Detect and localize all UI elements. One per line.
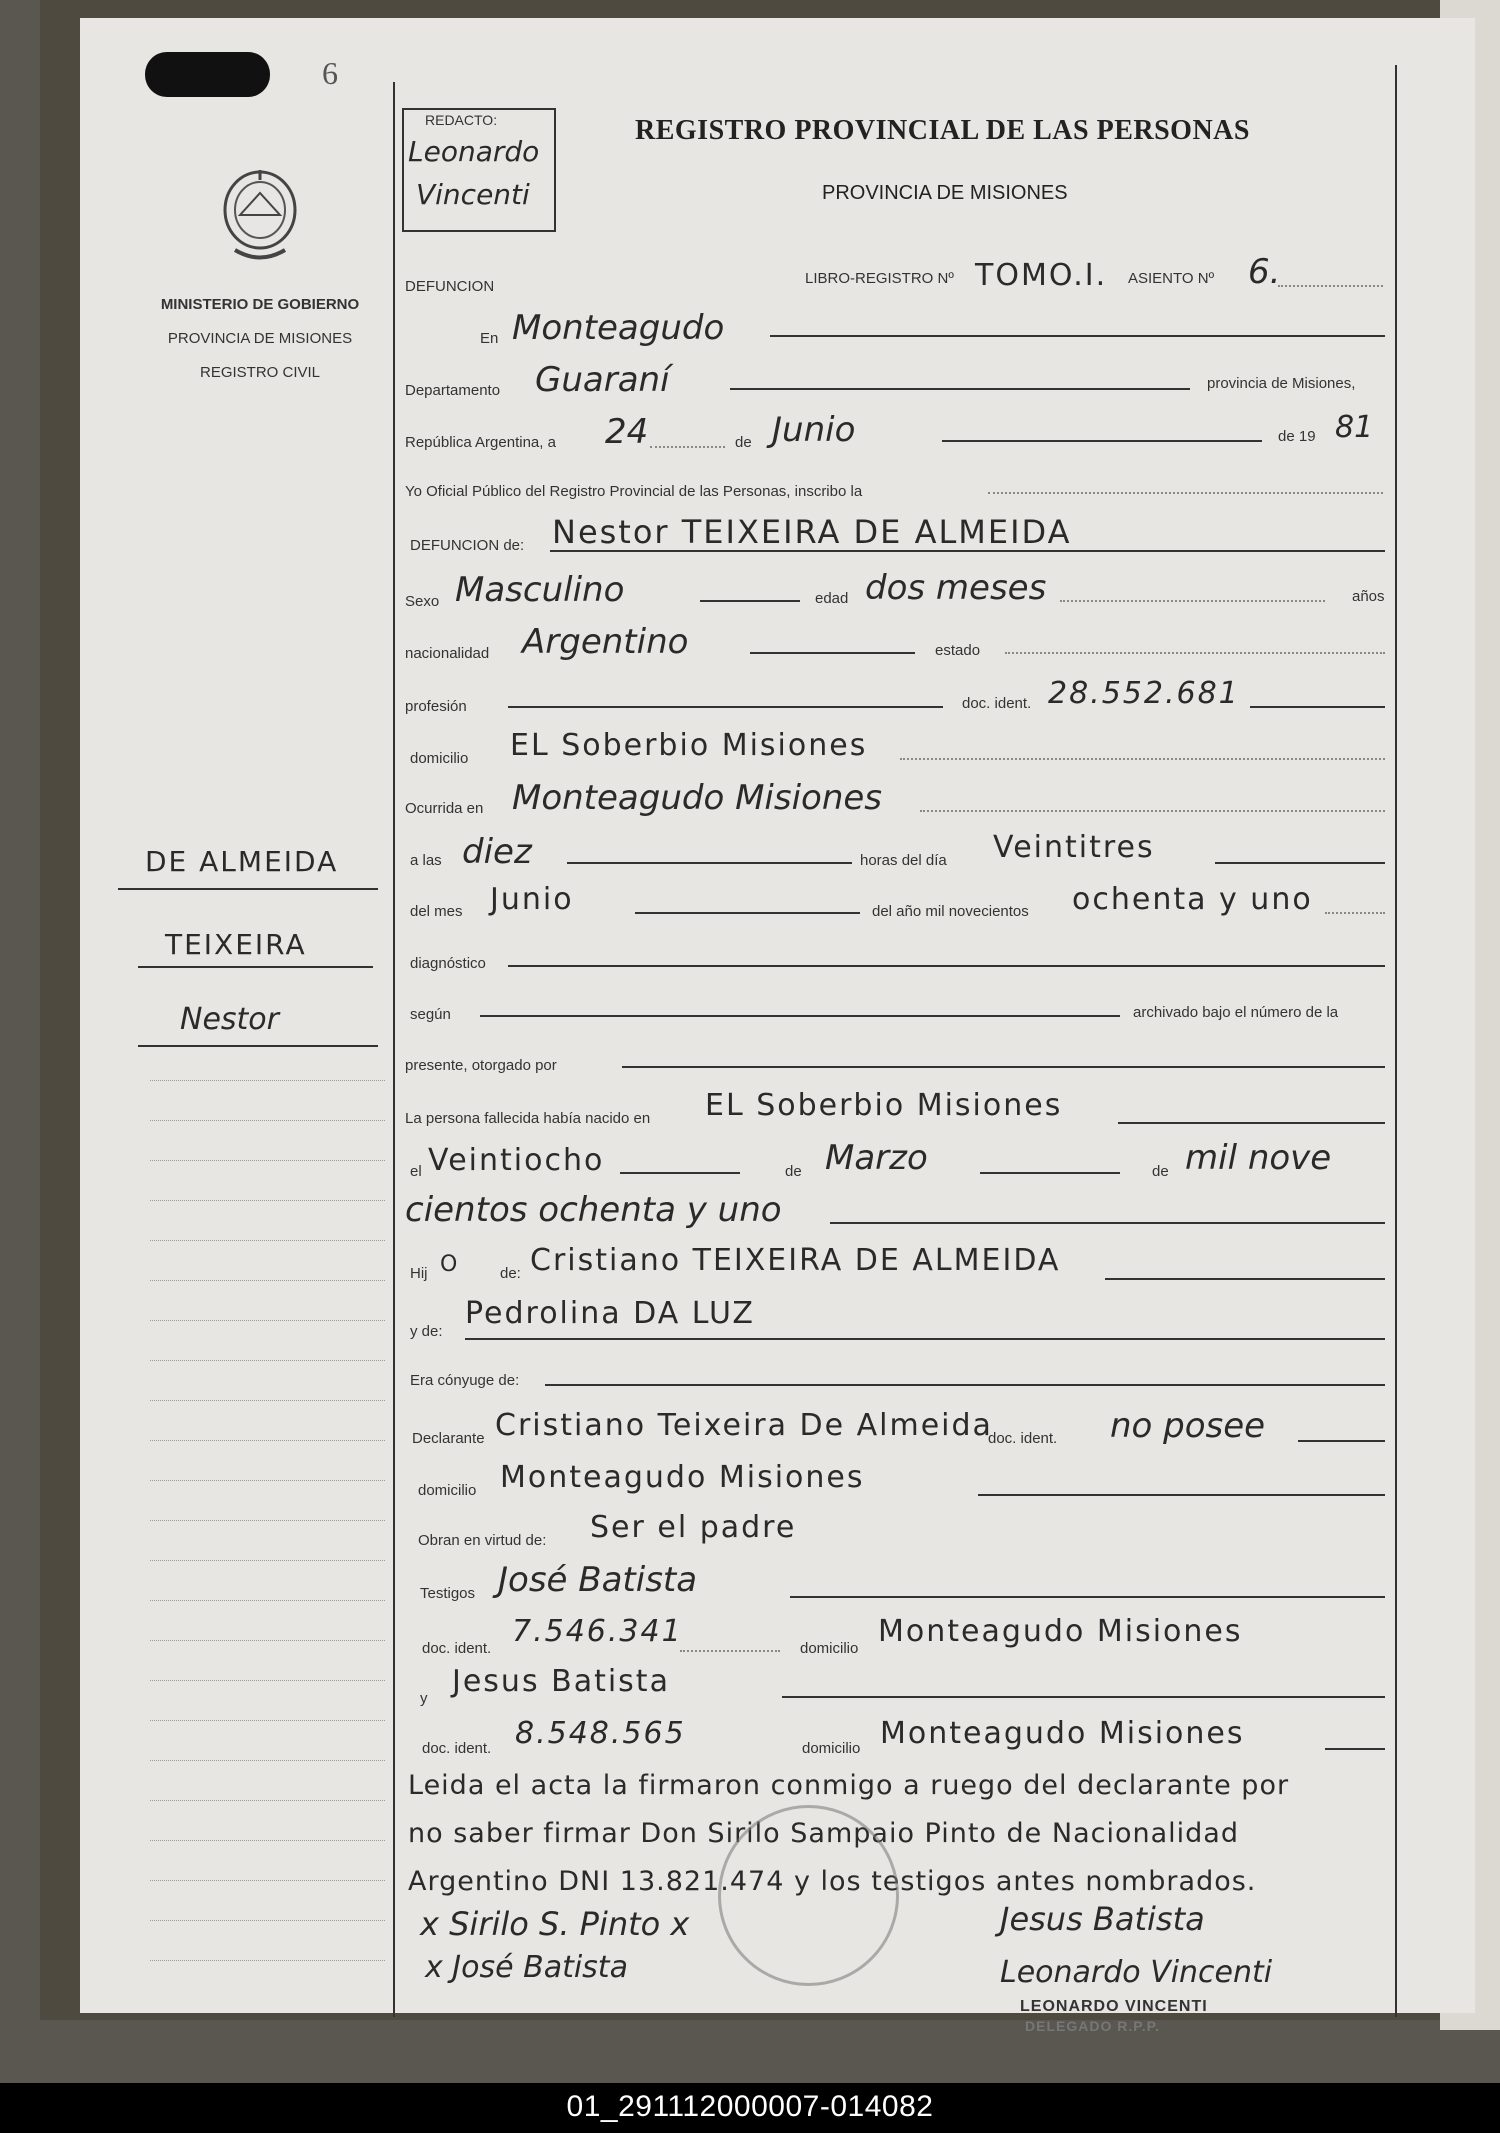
line — [1118, 1122, 1385, 1124]
label-departamento: Departamento — [405, 382, 501, 399]
value-localidad: Monteagudo — [512, 308, 725, 348]
line — [700, 600, 800, 602]
line — [730, 388, 1190, 390]
label-edad: edad — [815, 590, 849, 607]
line — [1215, 862, 1385, 864]
margin-rule — [150, 1480, 385, 1481]
dots — [1325, 912, 1385, 914]
redacto-name-2: Vincenti — [416, 178, 530, 211]
margin-rule — [150, 1440, 385, 1441]
margin-rule — [150, 1080, 385, 1081]
label-y: y — [420, 1690, 428, 1707]
label-declarante-domicilio: domicilio — [418, 1482, 477, 1499]
redacto-label: REDACTO: — [425, 112, 498, 128]
margin-rule — [150, 1160, 385, 1161]
label-de-year: de 19 — [1278, 428, 1316, 445]
value-declarante-domicilio: Monteagudo Misiones — [500, 1460, 865, 1495]
dots — [680, 1650, 780, 1652]
note-line-1: Leida el acta la firmaron conmigo a ruego del declarante por — [408, 1770, 1290, 1801]
line — [980, 1172, 1120, 1174]
right-frame-line — [1395, 65, 1397, 2017]
label-asiento: ASIENTO Nº — [1128, 270, 1215, 287]
line — [830, 1222, 1385, 1224]
value-padre: Cristiano TEIXEIRA DE ALMEIDA — [530, 1243, 1061, 1278]
line — [1298, 1440, 1385, 1442]
margin-rule — [150, 1520, 385, 1521]
margin-rule — [150, 1400, 385, 1401]
value-domicilio: EL Soberbio Misiones — [510, 728, 868, 763]
signature-sirilo: x Sirilo S. Pinto x — [420, 1905, 690, 1943]
value-hijo-suffix: O — [440, 1252, 460, 1277]
note-line-2: no saber firmar Don Sirilo Sampaio Pinto de Nacionalidad — [408, 1818, 1239, 1849]
line — [480, 1015, 1120, 1017]
line — [782, 1696, 1385, 1698]
line — [635, 912, 860, 914]
page-title: REGISTRO PROVINCIAL DE LAS PERSONAS — [635, 115, 1250, 146]
line — [550, 550, 1385, 552]
line — [1250, 706, 1385, 708]
line — [545, 1384, 1385, 1386]
line — [465, 1338, 1385, 1340]
dots — [920, 810, 1385, 812]
value-testigo2-doc: 8.548.565 — [515, 1716, 686, 1751]
label-testigo1-domicilio: domicilio — [800, 1640, 859, 1657]
dots — [1060, 600, 1325, 602]
margin-apellido-1: DE ALMEIDA — [145, 845, 339, 878]
margin-rule — [150, 1560, 385, 1561]
value-nacido-dia: Veintiocho — [428, 1143, 605, 1178]
value-edad: dos meses — [865, 568, 1047, 608]
value-tomo: TOMO.I. — [975, 258, 1108, 293]
page-subtitle: PROVINCIA DE MISIONES — [822, 182, 1068, 204]
margin-rule — [150, 1360, 385, 1361]
line — [118, 888, 378, 890]
label-hij: Hij — [410, 1265, 428, 1282]
label-sexo: Sexo — [405, 593, 440, 610]
margin-rule — [150, 1920, 385, 1921]
value-declarante-doc: no posee — [1110, 1406, 1266, 1446]
label-nacionalidad: nacionalidad — [405, 645, 490, 662]
line — [750, 652, 915, 654]
signature-leonardo: Leonardo Vincenti — [1000, 1955, 1273, 1990]
label-testigo1-doc: doc. ident. — [422, 1640, 492, 1657]
ministry-line-2: PROVINCIA DE MISIONES — [167, 330, 353, 347]
label-testigo2-doc: doc. ident. — [422, 1740, 492, 1757]
page-number: 6 — [322, 55, 338, 91]
margin-rule — [150, 1840, 385, 1841]
margin-rule — [150, 1600, 385, 1601]
margin-rule — [150, 1760, 385, 1761]
value-nacionalidad: Argentino — [522, 622, 689, 662]
margin-rule — [150, 1120, 385, 1121]
margin-rule — [150, 1720, 385, 1721]
line — [138, 1045, 378, 1047]
label-domicilio: domicilio — [410, 750, 469, 767]
label-persona-nacido: La persona fallecida había nacido en — [405, 1110, 651, 1127]
label-de-mil: de — [1152, 1163, 1169, 1180]
value-testigo1-domicilio: Monteagudo Misiones — [878, 1614, 1243, 1649]
provincial-seal-icon — [215, 165, 305, 270]
value-ano-muerte: ochenta y uno — [1072, 882, 1313, 917]
label-diagnostico: diagnóstico — [410, 955, 486, 972]
value-nacido-mes: Marzo — [825, 1138, 928, 1178]
label-declarante-doc: doc. ident. — [988, 1430, 1058, 1447]
value-nacido-ano-1: mil nove — [1185, 1138, 1332, 1178]
value-nacido-en: EL Soberbio Misiones — [705, 1088, 1063, 1123]
dots — [900, 758, 1385, 760]
label-horas-del-dia: horas del día — [860, 852, 947, 869]
value-obran: Ser el padre — [590, 1510, 797, 1545]
line — [622, 1066, 1385, 1068]
label-estado: estado — [935, 642, 981, 659]
value-declarante: Cristiano Teixeira De Almeida — [495, 1408, 993, 1443]
value-ocurrida: Monteagudo Misiones — [512, 778, 883, 818]
value-dia: 24 — [605, 412, 649, 452]
label-obran: Obran en virtud de: — [418, 1532, 547, 1549]
left-frame-line — [393, 82, 395, 2017]
value-testigo2: Jesus Batista — [452, 1664, 670, 1699]
label-conyuge: Era cónyuge de: — [410, 1372, 520, 1389]
dots — [988, 492, 1383, 494]
stamp-delegado: DELEGADO R.P.P. — [1025, 2018, 1161, 2034]
signature-jesus: Jesus Batista — [1000, 1900, 1205, 1938]
label-provincia: provincia de Misiones, — [1207, 375, 1356, 392]
label-de: de — [735, 434, 752, 451]
image-id-caption: 01_291112000007-014082 — [566, 2090, 934, 2123]
stamp-leonardo: LEONARDO VINCENTI — [1020, 1998, 1208, 2015]
line — [620, 1172, 740, 1174]
margin-rule — [150, 1680, 385, 1681]
label-defuncion: DEFUNCION — [405, 278, 495, 295]
value-nacido-ano-2: cientos ochenta y uno — [405, 1190, 782, 1230]
value-sexo: Masculino — [455, 570, 625, 610]
label-testigo2-domicilio: domicilio — [802, 1740, 861, 1757]
margin-rule — [150, 1320, 385, 1321]
margin-rule — [150, 1200, 385, 1201]
value-testigo1-doc: 7.546.341 — [512, 1614, 683, 1649]
label-republica: República Argentina, a — [405, 434, 556, 451]
label-en: En — [480, 330, 499, 347]
note-line-3: Argentino DNI 13.821.474 y los testigos antes nombrados. — [408, 1866, 1257, 1897]
line — [978, 1494, 1385, 1496]
line — [567, 862, 852, 864]
line — [138, 966, 373, 968]
label-presente: presente, otorgado por — [405, 1057, 557, 1074]
label-yo-oficial: Yo Oficial Público del Registro Provincial de las Personas, inscribo la — [405, 483, 863, 500]
value-testigo1: José Batista — [498, 1560, 698, 1600]
value-hora: diez — [462, 832, 532, 872]
line — [508, 706, 943, 708]
label-del-mes: del mes — [410, 903, 463, 920]
margin-rule — [150, 1280, 385, 1281]
label-de-colon: de: — [500, 1265, 521, 1282]
value-mes-muerte: Junio — [490, 882, 574, 917]
label-testigos: Testigos — [420, 1585, 476, 1602]
line — [790, 1596, 1385, 1598]
label-declarante: Declarante — [412, 1430, 485, 1447]
value-ano: 81 — [1335, 410, 1374, 445]
label-de: de — [785, 1163, 802, 1180]
label-ocurrida: Ocurrida en — [405, 800, 484, 817]
ink-blot — [145, 52, 270, 97]
value-madre: Pedrolina DA LUZ — [465, 1296, 755, 1331]
value-nombre: Nestor TEIXEIRA DE ALMEIDA — [552, 513, 1072, 551]
ministry-line-1: MINISTERIO DE GOBIERNO — [160, 296, 360, 313]
label-profesion: profesión — [405, 698, 467, 715]
value-testigo2-domicilio: Monteagudo Misiones — [880, 1716, 1245, 1751]
margin-rule — [150, 1640, 385, 1641]
label-doc-ident: doc. ident. — [962, 695, 1032, 712]
line — [508, 965, 1385, 967]
line — [1325, 1748, 1385, 1750]
label-archivado: archivado bajo el número de la — [1133, 1004, 1339, 1021]
redacto-name-1: Leonardo — [408, 135, 540, 168]
dots — [650, 446, 725, 448]
line — [1105, 1278, 1385, 1280]
label-anos: años — [1352, 588, 1385, 605]
line — [770, 335, 1385, 337]
label-el: el — [410, 1163, 422, 1180]
label-del-ano: del año mil novecientos — [872, 903, 1029, 920]
label-libro: LIBRO-REGISTRO Nº — [805, 270, 954, 287]
margin-rule — [150, 1240, 385, 1241]
margin-nombre: Nestor — [180, 1002, 279, 1037]
label-defuncion-de: DEFUNCION de: — [410, 537, 525, 554]
label-a-las: a las — [410, 852, 442, 869]
value-dia-letras: Veintitres — [993, 830, 1155, 865]
line — [942, 440, 1262, 442]
value-departamento: Guaraní — [535, 360, 670, 400]
margin-rule — [150, 1800, 385, 1801]
dots — [1005, 652, 1385, 654]
label-segun: según — [410, 1006, 451, 1023]
value-mes: Junio — [772, 410, 856, 450]
margin-rule — [150, 1960, 385, 1961]
margin-apellido-2: TEIXEIRA — [165, 928, 307, 961]
value-doc-ident: 28.552.681 — [1048, 676, 1240, 711]
label-y-de: y de: — [410, 1323, 443, 1340]
signature-jose: x José Batista — [425, 1950, 628, 1985]
margin-rule — [150, 1880, 385, 1881]
value-asiento: 6. — [1248, 252, 1281, 292]
ministry-line-3: REGISTRO CIVIL — [199, 364, 321, 381]
dots — [1278, 285, 1383, 287]
official-stamp — [718, 1805, 899, 1986]
